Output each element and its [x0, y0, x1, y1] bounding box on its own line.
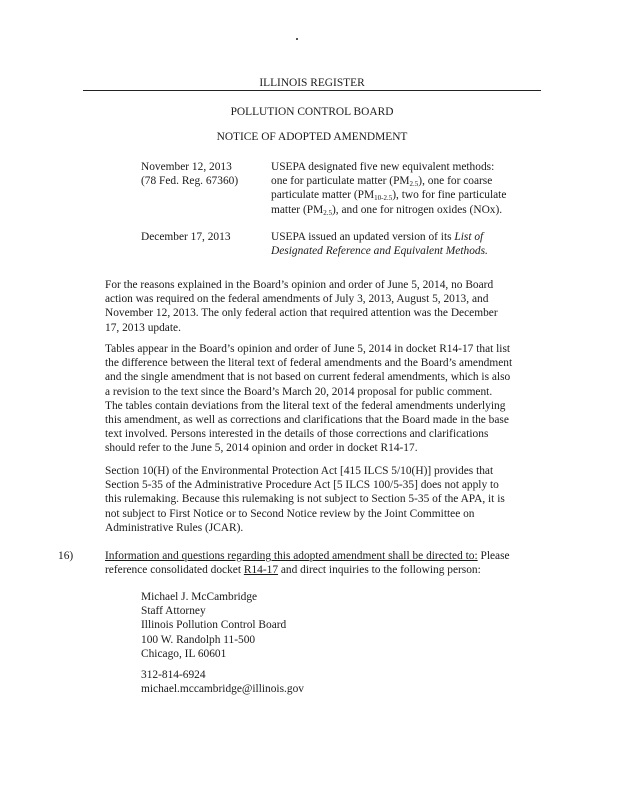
contact-email[interactable]: michael.mccambridge@illinois.gov: [141, 683, 304, 696]
contact-instructions: Information and questions regarding this adopted amendment shall be directed to: Please reference consolidated docket R14-17 and direct inquiries to the following person:: [105, 550, 510, 577]
event-description: USEPA designated five new equivalent methods: one for particulate matter $(PM_{2.5})$, one for coarse particulate matter $(PM_{10-2.5})$, two for fine particulate matter $(PM_{2.5})$, and one for nitrogen oxides (NOx).: [271, 161, 507, 217]
tables-paragraph: Tables appear in the Board’s opinion and order of June 5, 2014 in docket R14-17 that list the difference between the literal text of federal amendments and the Board’s amendment and the single amendment that is not based on current federal amendments, which is also a revision to the text since the Board’s March 20, 2014 proposal for public comment. The tables contain deviations from the literal text of the federal amendments underlying this amendment, as well as corrections and clarifications that the Board made in the base text involved. Persons interested in the details of those corrections and clarifications should refer to the June 5, 2014 opinion and order in docket R14-17.: [105, 343, 513, 455]
contact-city: Chicago, IL 60601: [141, 647, 227, 660]
register-title: ILLINOIS REGISTER: [259, 77, 365, 89]
contact-phone: 312-814-6924: [141, 669, 206, 681]
contact-communication: [141, 668, 304, 696]
header-rule: [83, 90, 541, 91]
item-number: 16): [58, 550, 74, 562]
event-description: USEPA issued an updated version of its List of Designated Reference and Equivalent Methods.: [271, 231, 488, 258]
notice-title: NOTICE OF ADOPTED AMENDMENT: [216, 131, 408, 143]
agency-title: POLLUTION CONTROL BOARD: [230, 106, 394, 118]
contact-org: Illinois Pollution Control Board: [141, 619, 287, 632]
reasons-paragraph: For the reasons explained in the Board’s opinion and order of June 5, 2014, no Board action was required on the federal amendments of July 3, 2013, August 5, 2013, and November 12, 2013. The only federal action that required attention was the December 17, 2013 update.: [105, 279, 498, 334]
event-date: November 12, 2013 (78 Fed. Reg. 67360): [141, 161, 239, 188]
contact-street: 100 W. Randolph 11-500: [141, 633, 256, 646]
section-paragraph: Section 10(H) of the Environmental Protection Act [415 ILCS 5/10(H)] provides that Section 5-35 of the Administrative Procedure Act [5 ILCS 100/5-35] does not apply to this rulemaking. Because this rulemaking is not subject to Section 5-35 of the APA, it is not subject to First Notice or to Second Notice review by the Joint Committee on Administrative Rules (JCAR).: [105, 465, 505, 534]
contact-name: Michael J. McCambridge: [141, 591, 258, 603]
contact-address: [141, 590, 286, 661]
scan-speck: [296, 38, 298, 40]
event-date: December 17, 2013: [141, 231, 231, 243]
contact-title: Staff Attorney: [141, 605, 206, 618]
docket-reference: R14-17: [243, 564, 279, 577]
event-citation: (78 Fed. Reg. 67360): [141, 175, 239, 188]
